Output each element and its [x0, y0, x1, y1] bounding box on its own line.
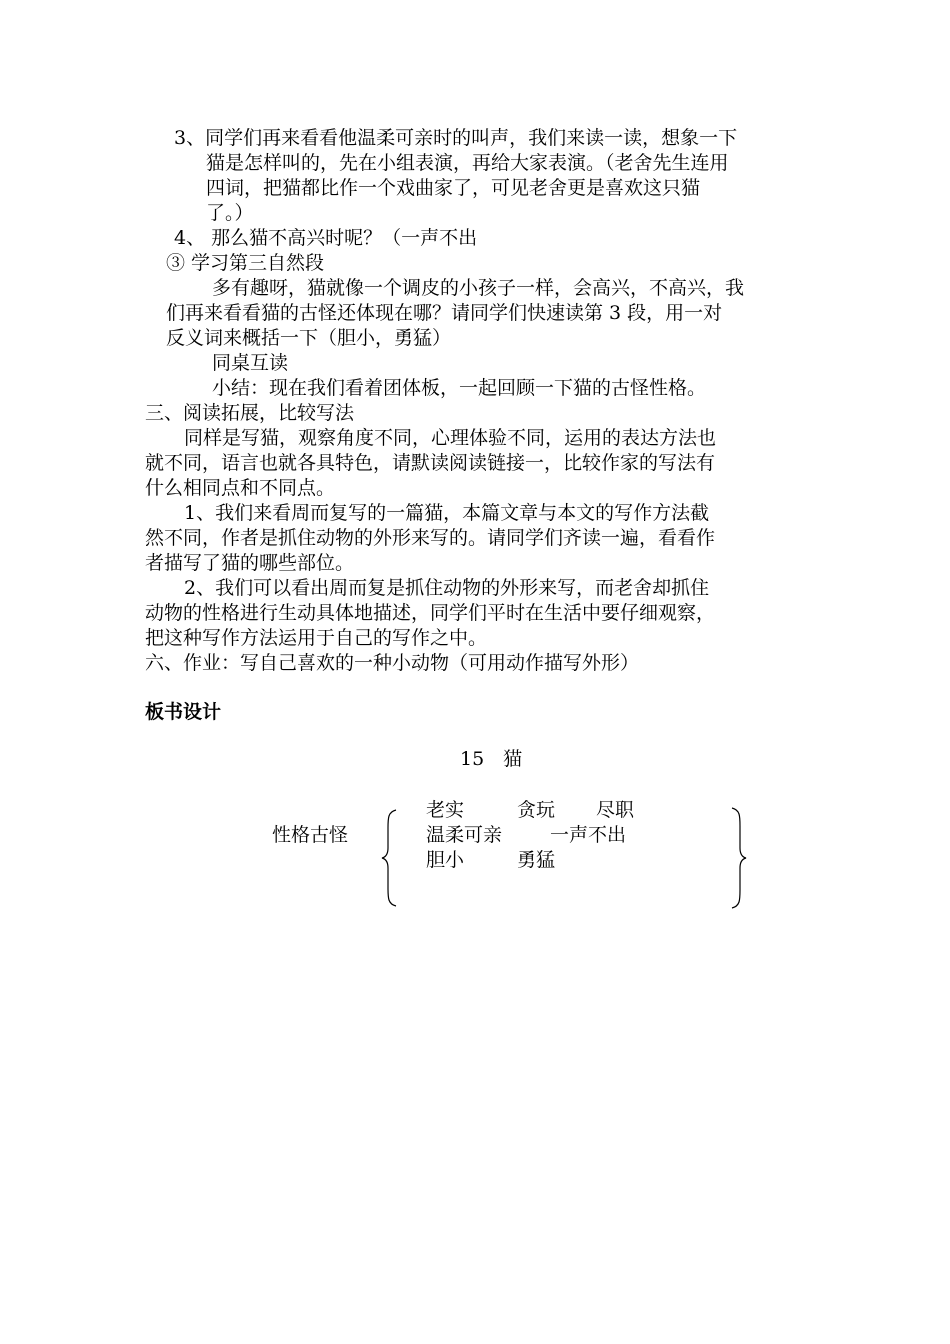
- text-line: 了。）: [206, 202, 254, 224]
- text-line: 什么相同点和不同点。: [145, 477, 336, 499]
- board-heading: 板书设计: [145, 701, 222, 723]
- text-line: 1、我们来看周而复写的一篇猫，本篇文章与本文的写作方法截: [184, 502, 710, 524]
- text-line: 同样是写猫，观察角度不同，心理体验不同，运用的表达方法也: [184, 427, 717, 449]
- board-left-label: 性格古怪: [272, 824, 349, 846]
- board-item: 胆小: [426, 849, 465, 871]
- left-brace: [380, 808, 400, 908]
- board-item: 温柔可亲: [426, 824, 503, 846]
- section-heading: ③ 学习第三自然段: [166, 252, 325, 274]
- text-line: 同桌互读: [212, 352, 289, 374]
- text-line: 3、同学们再来看看他温柔可亲时的叫声，我们来读一读，想象一下: [174, 127, 738, 149]
- text-line: 四词，把猫都比作一个戏曲家了，可见老舍更是喜欢这只猫: [206, 177, 701, 199]
- text-line: 把这种写作方法运用于自己的写作之中。: [145, 627, 488, 649]
- board-item: 一声不出: [550, 824, 627, 846]
- section-heading: 六、作业：写自己喜欢的一种小动物（可用动作描写外形）: [145, 652, 640, 674]
- text-line: 就不同，语言也就各具特色，请默读阅读链接一，比较作家的写法有: [145, 452, 716, 474]
- board-item: 贪玩: [517, 799, 556, 821]
- text-line: 4、 那么猫不高兴时呢？（一声不出: [174, 227, 478, 249]
- board-title: 15 猫: [460, 748, 523, 770]
- text-line: 小结：现在我们看着团体板，一起回顾一下猫的古怪性格。: [212, 377, 707, 399]
- text-line: 猫是怎样叫的，先在小组表演，再给大家表演。（老舍先生连用: [206, 152, 729, 174]
- text-line: 们再来看看猫的古怪还体现在哪？请同学们快速读第 3 段，用一对: [166, 302, 723, 324]
- section-heading: 三、阅读拓展，比较写法: [145, 402, 355, 424]
- text-line: 者描写了猫的哪些部位。: [145, 552, 355, 574]
- board-item: 勇猛: [517, 849, 556, 871]
- text-line: 然不同，作者是抓住动物的外形来写的。请同学们齐读一遍，看看作: [145, 527, 716, 549]
- board-item: 尽职: [596, 799, 635, 821]
- text-line: 反义词来概括一下（胆小，勇猛）: [166, 327, 452, 349]
- right-brace: [728, 806, 748, 910]
- text-line: 多有趣呀，猫就像一个调皮的小孩子一样，会高兴，不高兴，我: [212, 277, 745, 299]
- board-item: 老实: [426, 799, 465, 821]
- text-line: 2、我们可以看出周而复是抓住动物的外形来写，而老舍却抓住: [184, 577, 710, 599]
- text-line: 动物的性格进行生动具体地描述，同学们平时在生活中要仔细观察，: [145, 602, 716, 624]
